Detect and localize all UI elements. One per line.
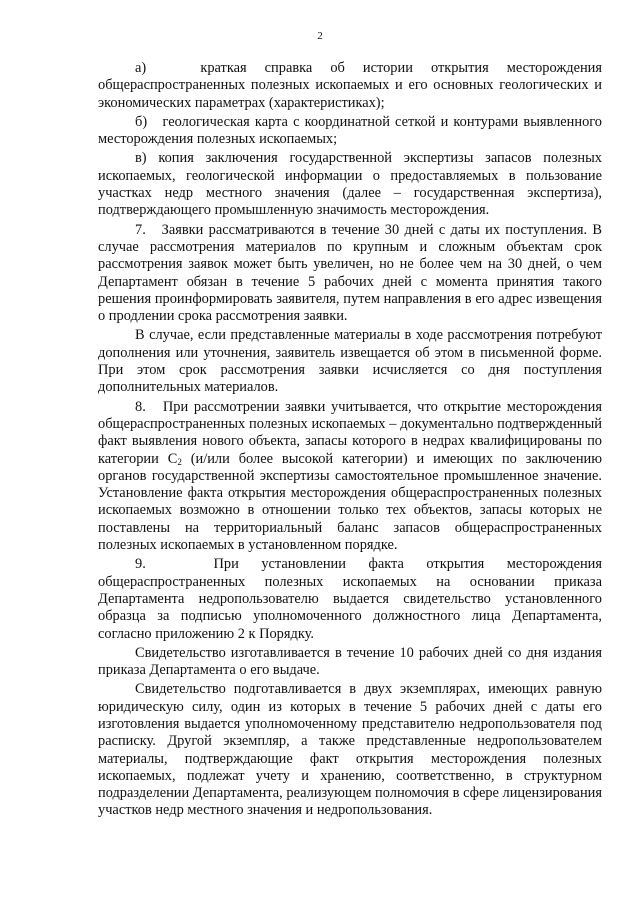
page-number: 2 [317, 30, 323, 42]
paragraph-item-v: в) копия заключения государственной экспертизы запасов полезных ископаемых, геологической информации о предоставляемых в пользование участках недр местного значения (далее – государственная экспертиза), подтверждающего промышленную значимость месторождения. [98, 150, 602, 219]
paragraph-item-9: 9. При установлении факта открытия месторождения общераспространенных полезных ископаемых на основании приказа Департамента недропользователю выдается свидетельство установленного образца за подписью уполномоченного должностного лица Департамента, согласно приложению 2 к Порядку. [98, 556, 602, 642]
document-body [98, 60, 602, 820]
paragraph-item-7: 7. Заявки рассматриваются в течение 30 дней с даты их поступления. В случае рассмотрения материалов по крупным и сложным объектам срок рассмотрения заявок может быть увеличен, но не более чем на 30 дней, о чем Департамент обязан в течение 5 рабочих дней с момента принятия такого решения проинформировать заявителя, путем направления в его адрес извещения о продлении срока рассмотрения заявки. [98, 221, 602, 325]
paragraph-certificate-copies: Свидетельство подготавливается в двух экземплярах, имеющих равную юридическую силу, один из которых в течение 5 рабочих дней с даты его изготовления выдается уполномоченному представителю недропользователя под расписку. Другой экземпляр, а также представленные недропользователем материалы, подтверждающие факт открытия месторождения полезных ископаемых, подлежат учету и хранению, соответственно, в структурном подразделении Департамента, реализующем полномочия в сфере лицензирования участков недр местного значения и недропользования. [98, 681, 602, 819]
paragraph-item-b: б) геологическая карта с координатной сеткой и контурами выявленного месторождения полезных ископаемых; [98, 113, 602, 148]
paragraph-certificate-production: Свидетельство изготавливается в течение 10 рабочих дней со дня издания приказа Департамента о его выдаче. [98, 644, 602, 679]
category-subscript: 2 [177, 456, 182, 467]
paragraph-item-a: а) краткая справка об истории открытия месторождения общераспространенных полезных ископаемых и его основных геологических и экономических параметрах (характеристиках); [98, 60, 602, 111]
item-8-text-start: 8. При рассмотрении заявки учитывается, что открытие месторождения общераспространенных полезных ископаемых – документально подтвержденный факт выявления нового объекта, запасы которого в недрах квалифицированы по категории С [98, 398, 602, 467]
paragraph-item-7-continuation: В случае, если представленные материалы в ходе рассмотрения потребуют дополнения или уточнения, заявитель извещается об этом в письменной форме. При этом срок рассмотрения заявки исчисляется со дня поступления дополнительных материалов. [98, 327, 602, 396]
paragraph-item-8 [98, 399, 602, 555]
item-8-text-end: (и/или более высокой категории) и имеющих по заключению органов государственной экспертизы самостоятельное промышленное значение. Установление факта открытия месторождения общераспространенных полезных ископаемых возможно в отношении только тех объектов, запасы которых не поставлены на территориальный баланс запасов общераспространенных полезных ископаемых в установленном порядке. [98, 450, 602, 554]
